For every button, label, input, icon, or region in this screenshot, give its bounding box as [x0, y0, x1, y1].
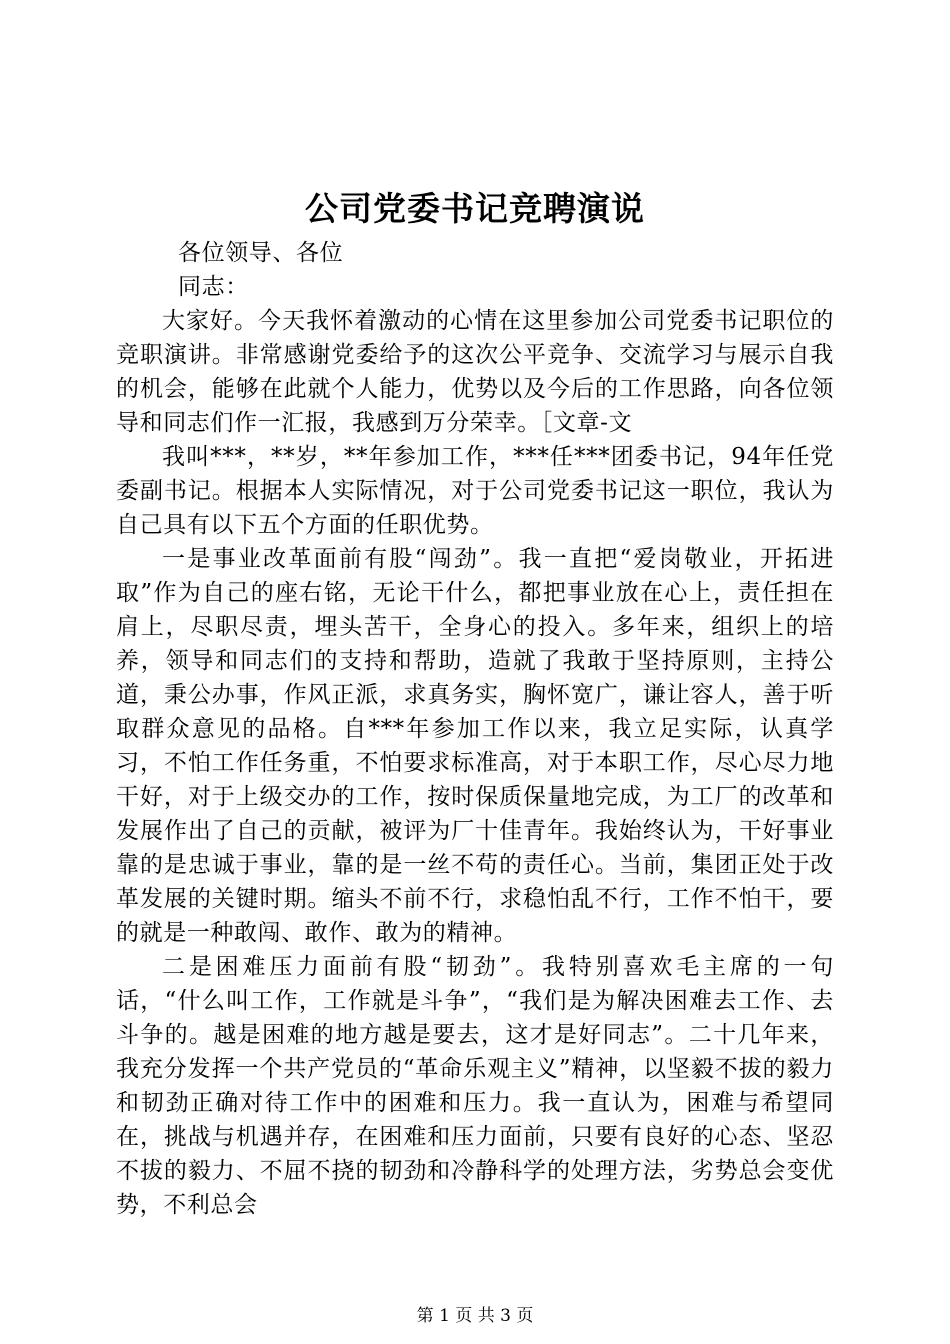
- paragraph: 二是困难压力面前有股“韧劲”。我特别喜欢毛主席的一句话，“什么叫工作，工作就是斗争”，“我们是为解决困难去工作、去斗争的。越是困难的地方越是要去，这才是好同志”。二十几年来，我充分发挥一个共产党员的“革命乐观主义”精神，以坚毅不拔的毅力和韧劲正确对待工作中的困难和压力。我一直认为，困难与希望同在，挑战与机遇并存，在困难和压力面前，只要有良好的心态、坚忍不拔的毅力、不屈不挠的韧劲和冷静科学的处理方法，劣势总会变优势，不利总会: [116, 954, 834, 1218]
- paragraph: 一是事业改革面前有股“闯劲”。我一直把“爱岗敬业，开拓进取”作为自己的座右铭，无论干什么，都把事业放在心上，责任担在肩上，尽职尽责，埋头苦干，全身心的投入。多年来，组织上的培养，领导和同志们的支持和帮助，造就了我敢于坚持原则，主持公道，秉公办事，作风正派，求真务实，胸怀宽广，谦让容人，善于听取群众意见的品格。自***年参加工作以来，我立足实际，认真学习，不怕工作任务重，不怕要求标准高，对于本职工作，尽心尽力地干好，对于上级交办的工作，按时保质保量地完成，为工厂的改革和发展作出了自己的贡献，被评为厂十佳青年。我始终认为，干好事业靠的是忠诚于事业，靠的是一丝不苟的责任心。当前，集团正处于改革发展的关键时期。缩头不前不行，求稳怕乱不行，工作不怕干，要的就是一种敢闯、敢作、敢为的精神。: [116, 546, 834, 946]
- page-number-footer: 第 1 页 共 3 页: [416, 1306, 534, 1326]
- document-body: [116, 236, 834, 1222]
- document-title: 公司党委书记竞聘演说: [305, 189, 645, 228]
- paragraph: 大家好。今天我怀着激动的心情在这里参加公司党委书记职位的竞职演讲。非常感谢党委给予的这次公平竞争、交流学习与展示自我的机会，能够在此就个人能力，优势以及今后的工作思路，向各位领导和同志们作一汇报，我感到万分荣幸。［文章-文: [116, 308, 834, 436]
- paragraph: 我叫***，**岁，**年参加工作，***任***团委书记，94年任党委副书记。根据本人实际情况，对于公司党委书记这一职位，我认为自己具有以下五个方面的任职优势。: [116, 444, 834, 538]
- salutation-line: 各位领导、各位: [178, 240, 344, 266]
- salutation-line: 同志：: [178, 274, 249, 300]
